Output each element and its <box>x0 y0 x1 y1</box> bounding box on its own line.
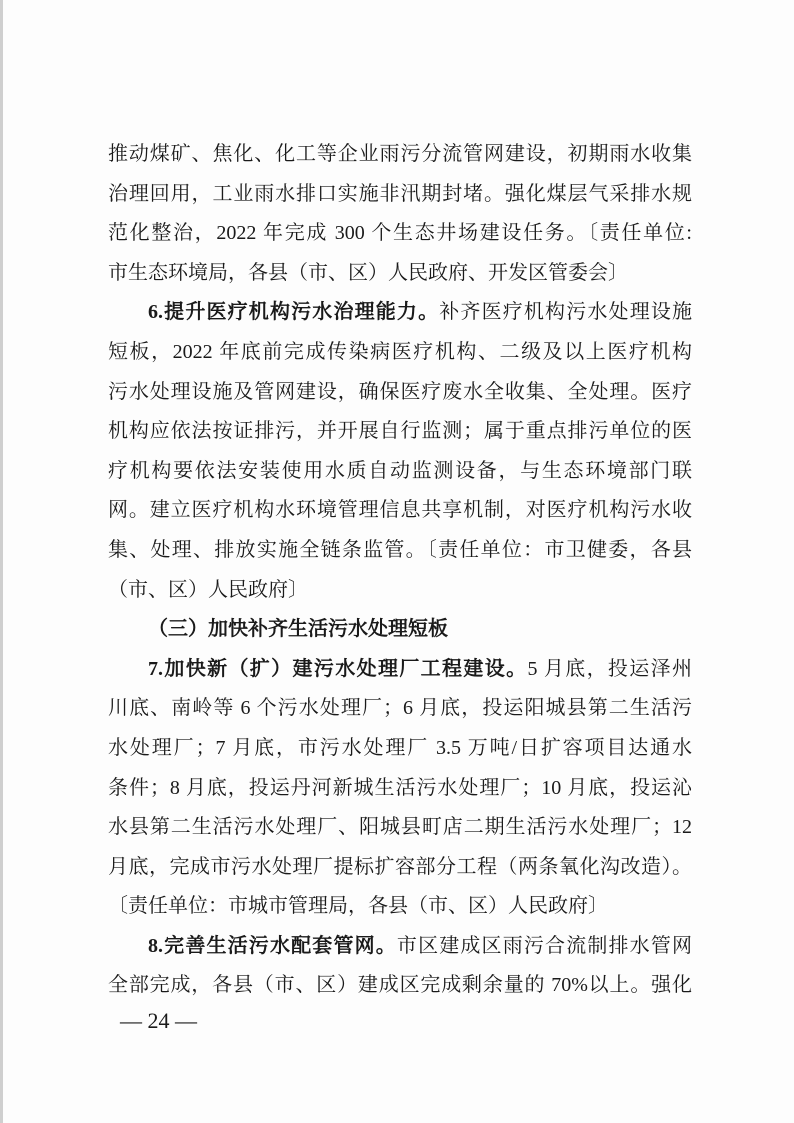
line-text: 短板，2022 年底前完成传染病医疗机构、二级及以上医疗机构 <box>108 340 692 363</box>
text-line <box>108 175 692 215</box>
line-text: 推动煤矿、焦化、化工等企业雨污分流管网建设，初期雨水收集 <box>108 143 692 165</box>
line-text: 条件；8 月底，投运丹河新城生活污水处理厂；10 月底，投运沁 <box>108 776 692 799</box>
text-line <box>108 808 692 848</box>
line-text: 水处理厂；7 月底，市污水处理厂 3.5 万吨/日扩容项目达通水 <box>108 736 692 759</box>
line-text: 〔责任单位：市城市管理局，各县（市、区）人民政府〕 <box>108 895 608 918</box>
line-text: 水县第二生活污水处理厂、阳城县町店二期生活污水处理厂；12 <box>108 816 692 839</box>
document-body <box>108 135 692 1006</box>
scan-edge <box>0 0 3 1123</box>
line-text: 网。建立医疗机构水环境管理信息共享机制，对医疗机构污水收 <box>108 499 692 522</box>
text-line <box>108 689 692 729</box>
item-title: 8.完善生活污水配套管网。 <box>148 934 397 957</box>
line-text: （市、区）人民政府〕 <box>108 578 308 601</box>
text-line <box>108 571 692 611</box>
text-line <box>108 769 692 809</box>
item-title: 6.提升医疗机构污水治理能力。 <box>148 301 440 324</box>
text-line <box>108 848 692 888</box>
text-line <box>108 531 692 571</box>
line-text: 市区建成区雨污合流制排水管网 <box>396 934 693 957</box>
text-line <box>108 452 692 492</box>
text-line <box>108 491 692 531</box>
text-line <box>108 333 692 373</box>
line-text: 川底、南岭等 6 个污水处理厂；6 月底，投运阳城县第二生活污 <box>108 697 692 720</box>
line-text: 5 月底，投运泽州 <box>527 657 693 680</box>
text-line <box>108 650 692 690</box>
text-line <box>108 135 692 175</box>
line-text: 污水处理设施及管网建设，确保医疗废水全收集、全处理。医疗 <box>108 380 692 403</box>
item-title: （三）加快补齐生活污水处理短板 <box>148 618 448 641</box>
text-line <box>108 214 692 254</box>
line-text: 机构应依法按证排污，并开展自行监测；属于重点排污单位的医 <box>108 420 692 443</box>
text-line <box>108 927 692 967</box>
line-text: 全部完成，各县（市、区）建成区完成剩余量的 70%以上。强化 <box>108 974 692 997</box>
line-text: 范化整治，2022 年完成 300 个生态井场建设任务。〔责任单位: <box>108 222 692 245</box>
line-text: 补齐医疗机构污水处理设施 <box>439 301 693 324</box>
item-title: 7.加快新（扩）建污水处理厂工程建设。 <box>148 657 528 680</box>
text-line <box>108 729 692 769</box>
text-line <box>108 254 692 294</box>
text-line <box>108 293 692 333</box>
page-number: — 24 — <box>120 1008 197 1033</box>
line-text: 疗机构要依法安装使用水质自动监测设备，与生态环境部门联 <box>108 459 692 482</box>
text-line <box>108 966 692 1006</box>
line-text: 市生态环境局，各县（市、区）人民政府、开发区管委会〕 <box>108 261 628 284</box>
line-text: 集、处理、排放实施全链条监管。〔责任单位：市卫健委，各县 <box>108 538 692 561</box>
text-line <box>108 373 692 413</box>
line-text: 月底，完成市污水处理厂提标扩容部分工程（两条氧化沟改造）。 <box>108 855 692 878</box>
text-line <box>108 412 692 452</box>
line-text: 治理回用，工业雨水排口实施非汛期封堵。强化煤层气采排水规 <box>108 182 692 205</box>
text-line <box>108 887 692 927</box>
section-heading <box>108 610 692 650</box>
